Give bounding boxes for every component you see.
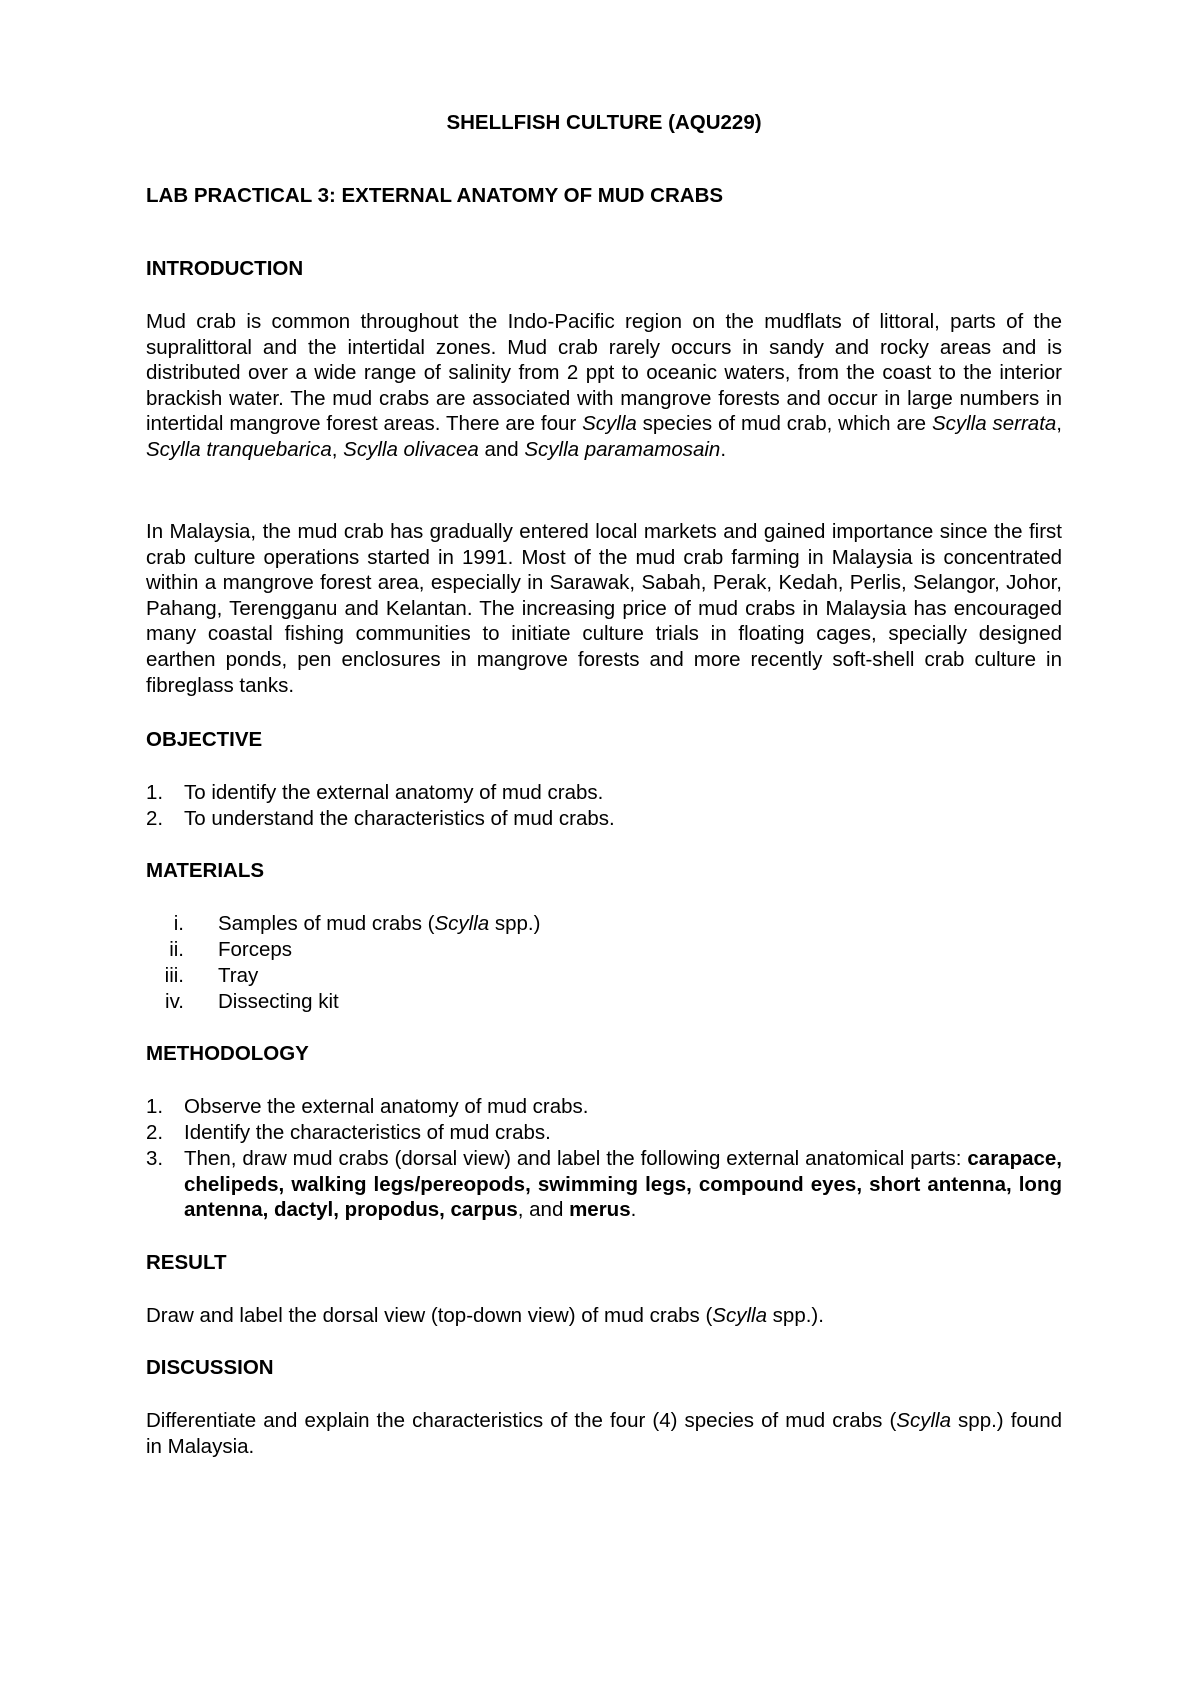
- introduction-paragraph-2: In Malaysia, the mud crab has gradually entered local markets and gained importance since the first crab culture operations started in 1991. Most of the mud crab farming in Malaysia is concentrated within a mangrove forest area, especially in Sarawak, Sabah, Perak, Kedah, Perlis, Selangor, Johor, Pahang, Terengganu and Kelantan. The increasing price of mud crabs in Malaysia has encouraged many coastal fishing communities to initiate culture trials in floating cages, specially designed earthen ponds, pen enclosures in mangrove forests and more recently soft-shell crab culture in fibreglass tanks.: [146, 520, 1062, 697]
- discussion-heading: DISCUSSION: [146, 1356, 274, 1379]
- discussion-text: Differentiate and explain the characteristics of the four (4) species of mud crabs (Scylla spp.) found in Malaysia.: [146, 1409, 1063, 1458]
- materials-heading: MATERIALS: [146, 859, 265, 882]
- materials-item: ii. Forceps: [169, 938, 293, 961]
- lab-title: LAB PRACTICAL 3: EXTERNAL ANATOMY OF MUD CRABS: [146, 184, 724, 207]
- result-heading: RESULT: [146, 1251, 227, 1274]
- objective-heading: OBJECTIVE: [146, 728, 263, 751]
- objective-item: 2. To understand the characteristics of mud crabs.: [146, 807, 615, 830]
- materials-item: i. Samples of mud crabs (Scylla spp.): [173, 912, 541, 935]
- methodology-item: 1. Observe the external anatomy of mud crabs.: [146, 1095, 589, 1118]
- introduction-heading: INTRODUCTION: [146, 257, 304, 280]
- methodology-heading: METHODOLOGY: [146, 1042, 309, 1065]
- course-title: SHELLFISH CULTURE (AQU229): [446, 111, 762, 134]
- result-text: Draw and label the dorsal view (top-down view) of mud crabs (Scylla spp.).: [146, 1304, 824, 1327]
- objective-item: 1. To identify the external anatomy of mud crabs.: [146, 781, 604, 804]
- methodology-item: 2. Identify the characteristics of mud crabs.: [146, 1121, 551, 1144]
- materials-item: iii. Tray: [164, 964, 259, 987]
- methodology-item: 3. Then, draw mud crabs (dorsal view) and label the following external anatomical parts: carapace, chelipeds, walking legs/pereopods, swimming legs, compound eyes, short antenna, long antenna, dactyl, propodus, carpus, and merus.: [146, 1147, 1062, 1222]
- introduction-paragraph-1: Mud crab is common throughout the Indo-Pacific region on the mudflats of littoral, parts of the supralittoral and the intertidal zones. Mud crab rarely occurs in sandy and rocky areas and is distributed over a wide range of salinity from 2 ppt to oceanic waters, from the coast to the interior brackish water. The mud crabs are associated with mangrove forests and occur in large numbers in intertidal mangrove forest areas. There are four Scylla species of mud crab, which are Scylla serrata, Scylla tranquebarica, Scylla olivacea and Scylla paramamosain.: [146, 310, 1062, 461]
- materials-item: iv. Dissecting kit: [165, 990, 339, 1013]
